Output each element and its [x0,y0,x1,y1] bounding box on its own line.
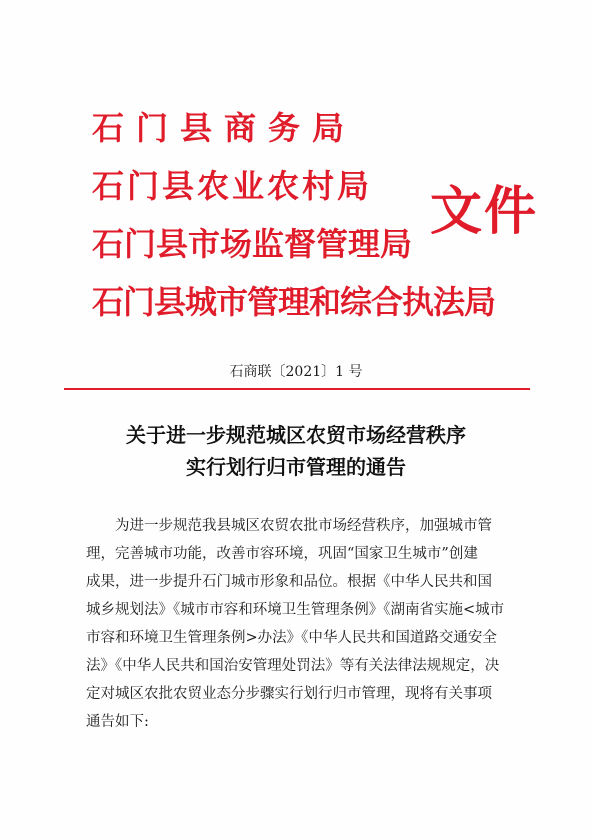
issuer-commerce-bureau: 石门县商务局 [92,109,357,147]
document-number: 石商联〔2021〕1 号 [229,364,363,380]
body-line: 定对城区农批农贸业态分步骤实行划行归市管理，现将有关事项 [86,686,492,702]
body-line: 城乡规划法》《城市市容和环境卫生管理条例》《湖南省实施<城市 [86,602,505,618]
document-mark: 文件 [430,181,539,242]
notice-body [86,512,506,736]
red-separator-line [64,388,530,390]
issuer-urban-management-bureau: 石门县城市管理和综合执法局 [92,283,496,321]
issuer-agriculture-bureau: 石门县农业农村局 [92,167,373,205]
notice-title-line-1: 关于进一步规范城区农贸市场经营秩序 [126,423,466,447]
body-line: 为进一步规范我县城区农贸农批市场经营秩序，加强城市管 [115,518,492,534]
notice-title-line-2: 实行划行归市管理的通告 [186,455,406,479]
body-line: 法》《中华人民共和国治安管理处罚法》等有关法律法规规定，决 [86,658,500,674]
body-line: 市容和环境卫生管理条例>办法》《中华人民共和国道路交通安全 [86,630,497,646]
body-line: 理，完善城市功能，改善市容环境，巩固“国家卫生城市”创建 [86,546,478,562]
issuer-market-supervision-bureau: 石门县市场监督管理局 [92,225,413,263]
body-line: 通告如下: [86,714,149,730]
body-line: 成果，进一步提升石门城市形象和品位。根据《中华人民共和国 [86,574,492,590]
red-header [92,108,539,340]
